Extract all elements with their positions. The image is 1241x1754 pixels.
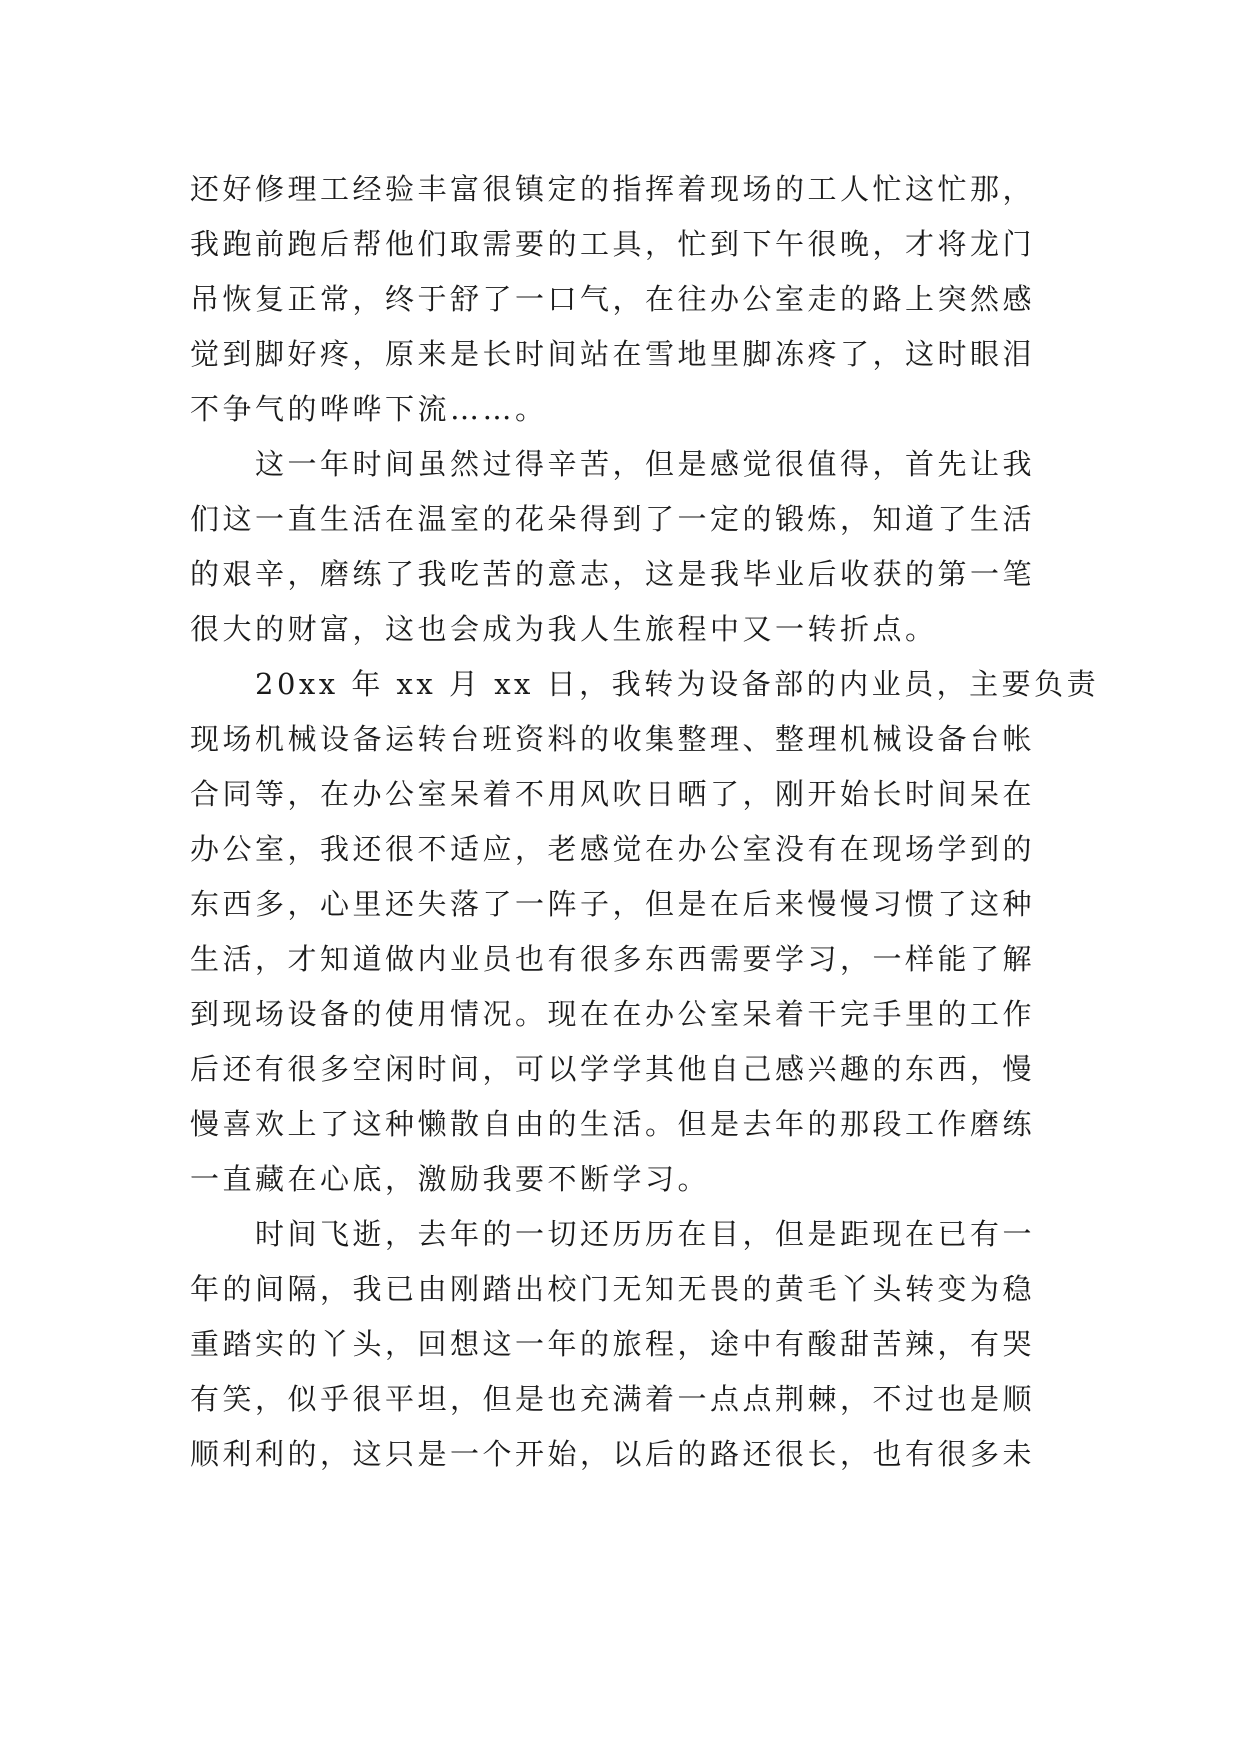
text-line: 东西多，心里还失落了一阵子，但是在后来慢慢习惯了这种	[190, 887, 1036, 921]
text-line: 们这一直生活在温室的花朵得到了一定的锻炼，知道了生活	[190, 502, 1036, 536]
document-body	[190, 162, 1100, 1482]
text-line: 年的间隔，我已由刚踏出校门无知无畏的黄毛丫头转变为稳	[190, 1272, 1036, 1306]
text-line: 吊恢复正常，终于舒了一口气，在往办公室走的路上突然感	[190, 282, 1036, 316]
text-line: 很大的财富，这也会成为我人生旅程中又一转折点。	[190, 612, 938, 646]
text-line: 重踏实的丫头，回想这一年的旅程，途中有酸甜苦辣，有哭	[190, 1327, 1036, 1361]
text-line: 的艰辛，磨练了我吃苦的意志，这是我毕业后收获的第一笔	[190, 557, 1036, 591]
paragraph-first-line: 这一年时间虽然过得辛苦，但是感觉很值得，首先让我	[255, 447, 1036, 481]
text-line: 有笑，似乎很平坦，但是也充满着一点点荆棘，不过也是顺	[190, 1382, 1036, 1416]
text-line: 后还有很多空闲时间，可以学学其他自己感兴趣的东西，慢	[190, 1052, 1036, 1086]
text-line: 生活，才知道做内业员也有很多东西需要学习，一样能了解	[190, 942, 1036, 976]
text-line: 到现场设备的使用情况。现在在办公室呆着干完手里的工作	[190, 997, 1036, 1031]
text-line: 慢喜欢上了这种懒散自由的生活。但是去年的那段工作磨练	[190, 1107, 1036, 1141]
text-line: 我跑前跑后帮他们取需要的工具，忙到下午很晚，才将龙门	[190, 227, 1036, 261]
paragraph-first-line: 20xx 年 xx 月 xx 日，我转为设备部的内业员，主要负责	[255, 667, 1100, 701]
text-line: 不争气的哗哗下流……。	[190, 392, 548, 426]
text-line: 一直藏在心底，激励我要不断学习。	[190, 1162, 711, 1196]
text-line: 顺利利的，这只是一个开始，以后的路还很长，也有很多未	[190, 1437, 1036, 1471]
text-line: 还好修理工经验丰富很镇定的指挥着现场的工人忙这忙那，	[190, 172, 1036, 206]
text-line: 觉到脚好疼，原来是长时间站在雪地里脚冻疼了，这时眼泪	[190, 337, 1036, 371]
paragraph-first-line: 时间飞逝，去年的一切还历历在目，但是距现在已有一	[255, 1217, 1036, 1251]
text-line: 现场机械设备运转台班资料的收集整理、整理机械设备台帐	[190, 722, 1036, 756]
text-line: 合同等，在办公室呆着不用风吹日晒了，刚开始长时间呆在	[190, 777, 1036, 811]
text-line: 办公室，我还很不适应，老感觉在办公室没有在现场学到的	[190, 832, 1036, 866]
